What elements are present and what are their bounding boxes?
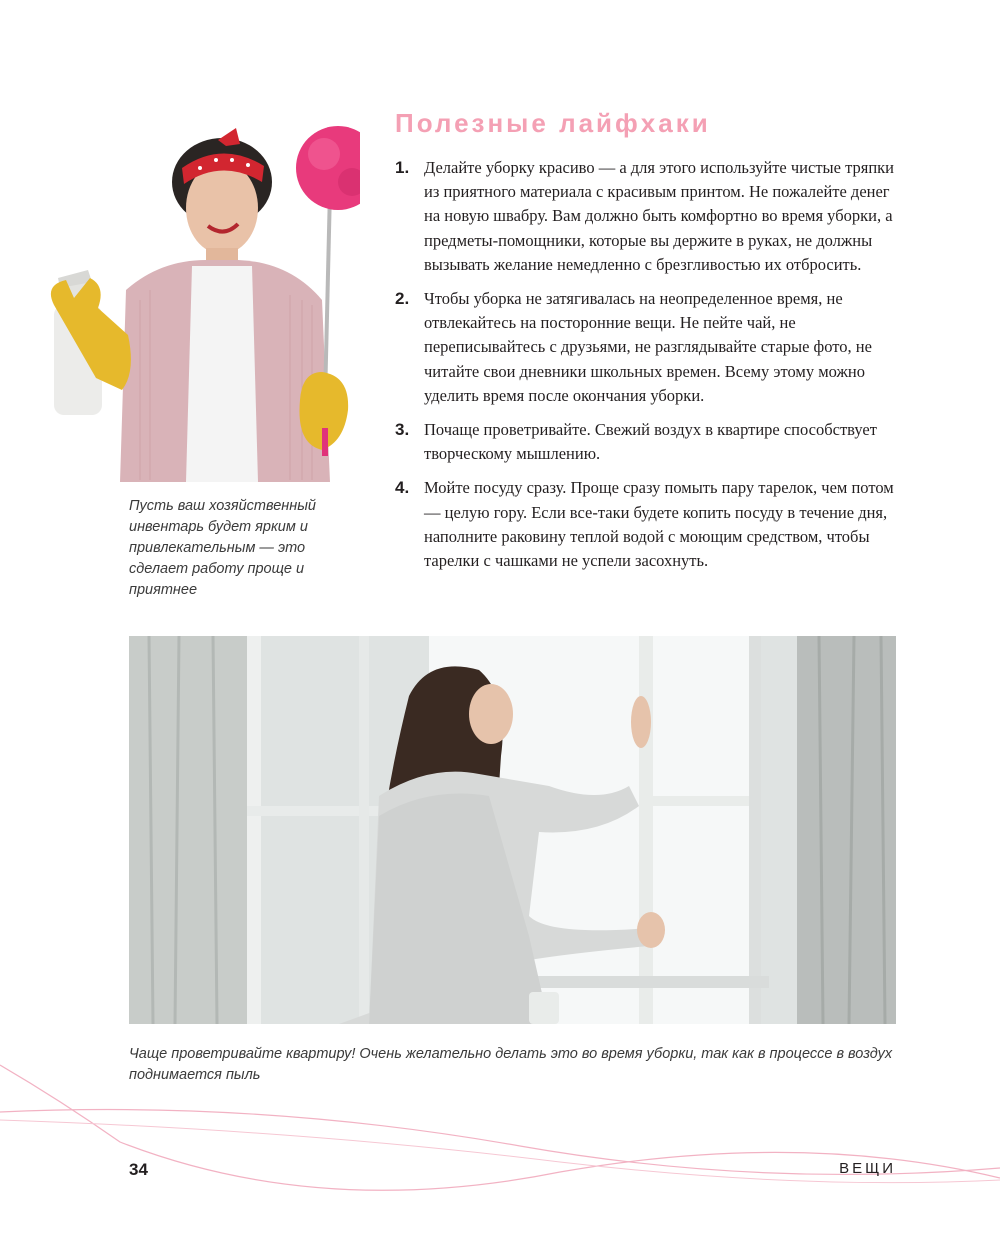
window-woman-photo: [129, 636, 896, 1024]
tip-text: Делайте уборку красиво — а для этого используйте чистые тряпки из приятного материала с красивым принтом. Не пожалейте денег на новую швабру. Вам должно быть комфортно во время уборки, а предметы-помощники, которые вы держите в руках, не должны вызывать желание немедленно с брезгливостью их отбросить.: [424, 158, 894, 274]
page-number: 34: [129, 1160, 148, 1179]
section-heading: Полезные лайфхаки: [395, 108, 711, 138]
tip-text: Чтобы уборка не затягивалась на неопределенное время, не отвлекайтесь на посторонние вещи. Не пейте чай, не переписывайтесь с друзьями, не разглядывайте старые фото, не читайте свои дневники школьных времен. Всему этому можно уделить время после окончания уборки.: [424, 289, 872, 405]
tip-number: 1.: [395, 158, 410, 177]
tip-text: Мойте посуду сразу. Проще сразу помыть пару тарелок, чем потом — целую гору. Если все-таки будете копить посуду в течение дня, наполните раковину теплой водой с моющим средством, чтобы тарелки с чашками не успели засохнуть.: [424, 478, 894, 571]
tip-item: [395, 476, 895, 573]
section-name: ВЕЩИ: [839, 1160, 896, 1177]
photo-caption-bottom: Чаще проветривайте квартиру! Очень желательно делать это во время уборки, так как в процессе в воздух поднимается пыль: [129, 1046, 893, 1083]
tip-item: [395, 156, 895, 277]
tip-item: [395, 418, 895, 466]
decorative-waves: [0, 1060, 1000, 1238]
tip-text: Почаще проветривайте. Свежий воздух в квартире способствует творческому мышлению.: [424, 420, 877, 464]
tip-item: [395, 287, 895, 408]
cleaning-woman-photo: [40, 110, 360, 485]
photo-caption-top: Пусть ваш хозяйственный инвентарь будет ярким и привлекательным — это сделает работу проще и приятнее: [129, 498, 316, 598]
tip-number: 3.: [395, 420, 410, 440]
tip-number: 4.: [395, 478, 410, 498]
tips-list: [395, 156, 895, 583]
tip-number: 2.: [395, 289, 410, 309]
